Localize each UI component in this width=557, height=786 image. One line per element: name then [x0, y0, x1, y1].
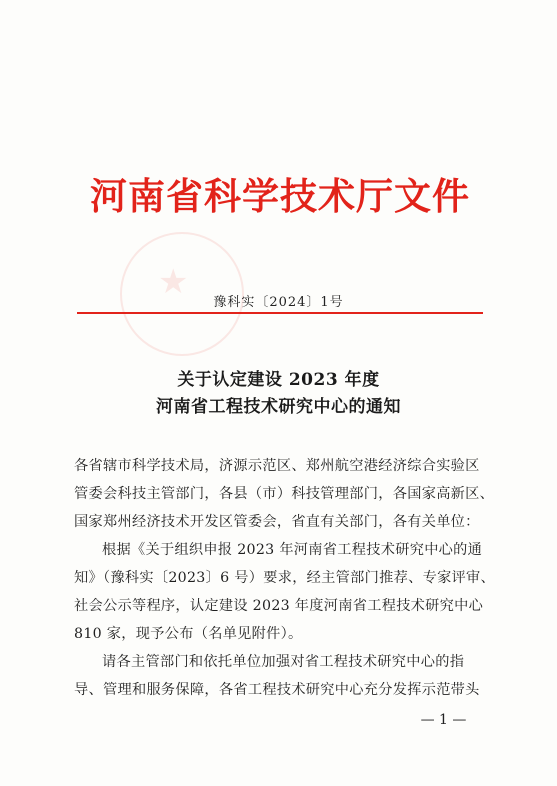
page-number: — 1 —	[420, 712, 467, 728]
body-line-6: 社会公示等程序，认定建设 2023 年度河南省工程技术研究中心	[74, 598, 484, 614]
red-divider-line	[77, 312, 483, 314]
body-line-7: 810 家，现予公布（名单见附件）。	[74, 626, 303, 642]
body-line-3: 国家郑州经济技术开发区管委会，省直有关部门，各有关单位：	[74, 514, 480, 530]
body-line-1: 各省辖市科学技术局，济源示范区、郑州航空港经济综合实验区	[74, 458, 480, 474]
body-line-9: 导、管理和服务保障，各省工程技术研究中心充分发挥示范带头	[74, 682, 480, 698]
notice-title-line-2: 河南省工程技术研究中心的通知	[156, 397, 401, 417]
document-number: 豫科实〔2024〕1号	[213, 295, 344, 310]
body-line-5: 知》（豫科实〔2023〕6 号）要求，经主管部门推荐、专家评审、	[74, 570, 496, 586]
body-line-2: 管委会科技主管部门，各县（市）科技管理部门，各国家高新区、	[74, 486, 495, 502]
notice-title-line-1: 关于认定建设 2023 年度	[177, 370, 380, 390]
body-line-4: 根据《关于组织申报 2023 年河南省工程技术研究中心的通	[102, 542, 483, 558]
document-header-title: 河南省科学技术厅文件	[90, 174, 470, 218]
seal-star-icon: ★	[158, 262, 189, 302]
body-line-8: 请各主管部门和依托单位加强对省工程技术研究中心的指	[102, 654, 465, 670]
